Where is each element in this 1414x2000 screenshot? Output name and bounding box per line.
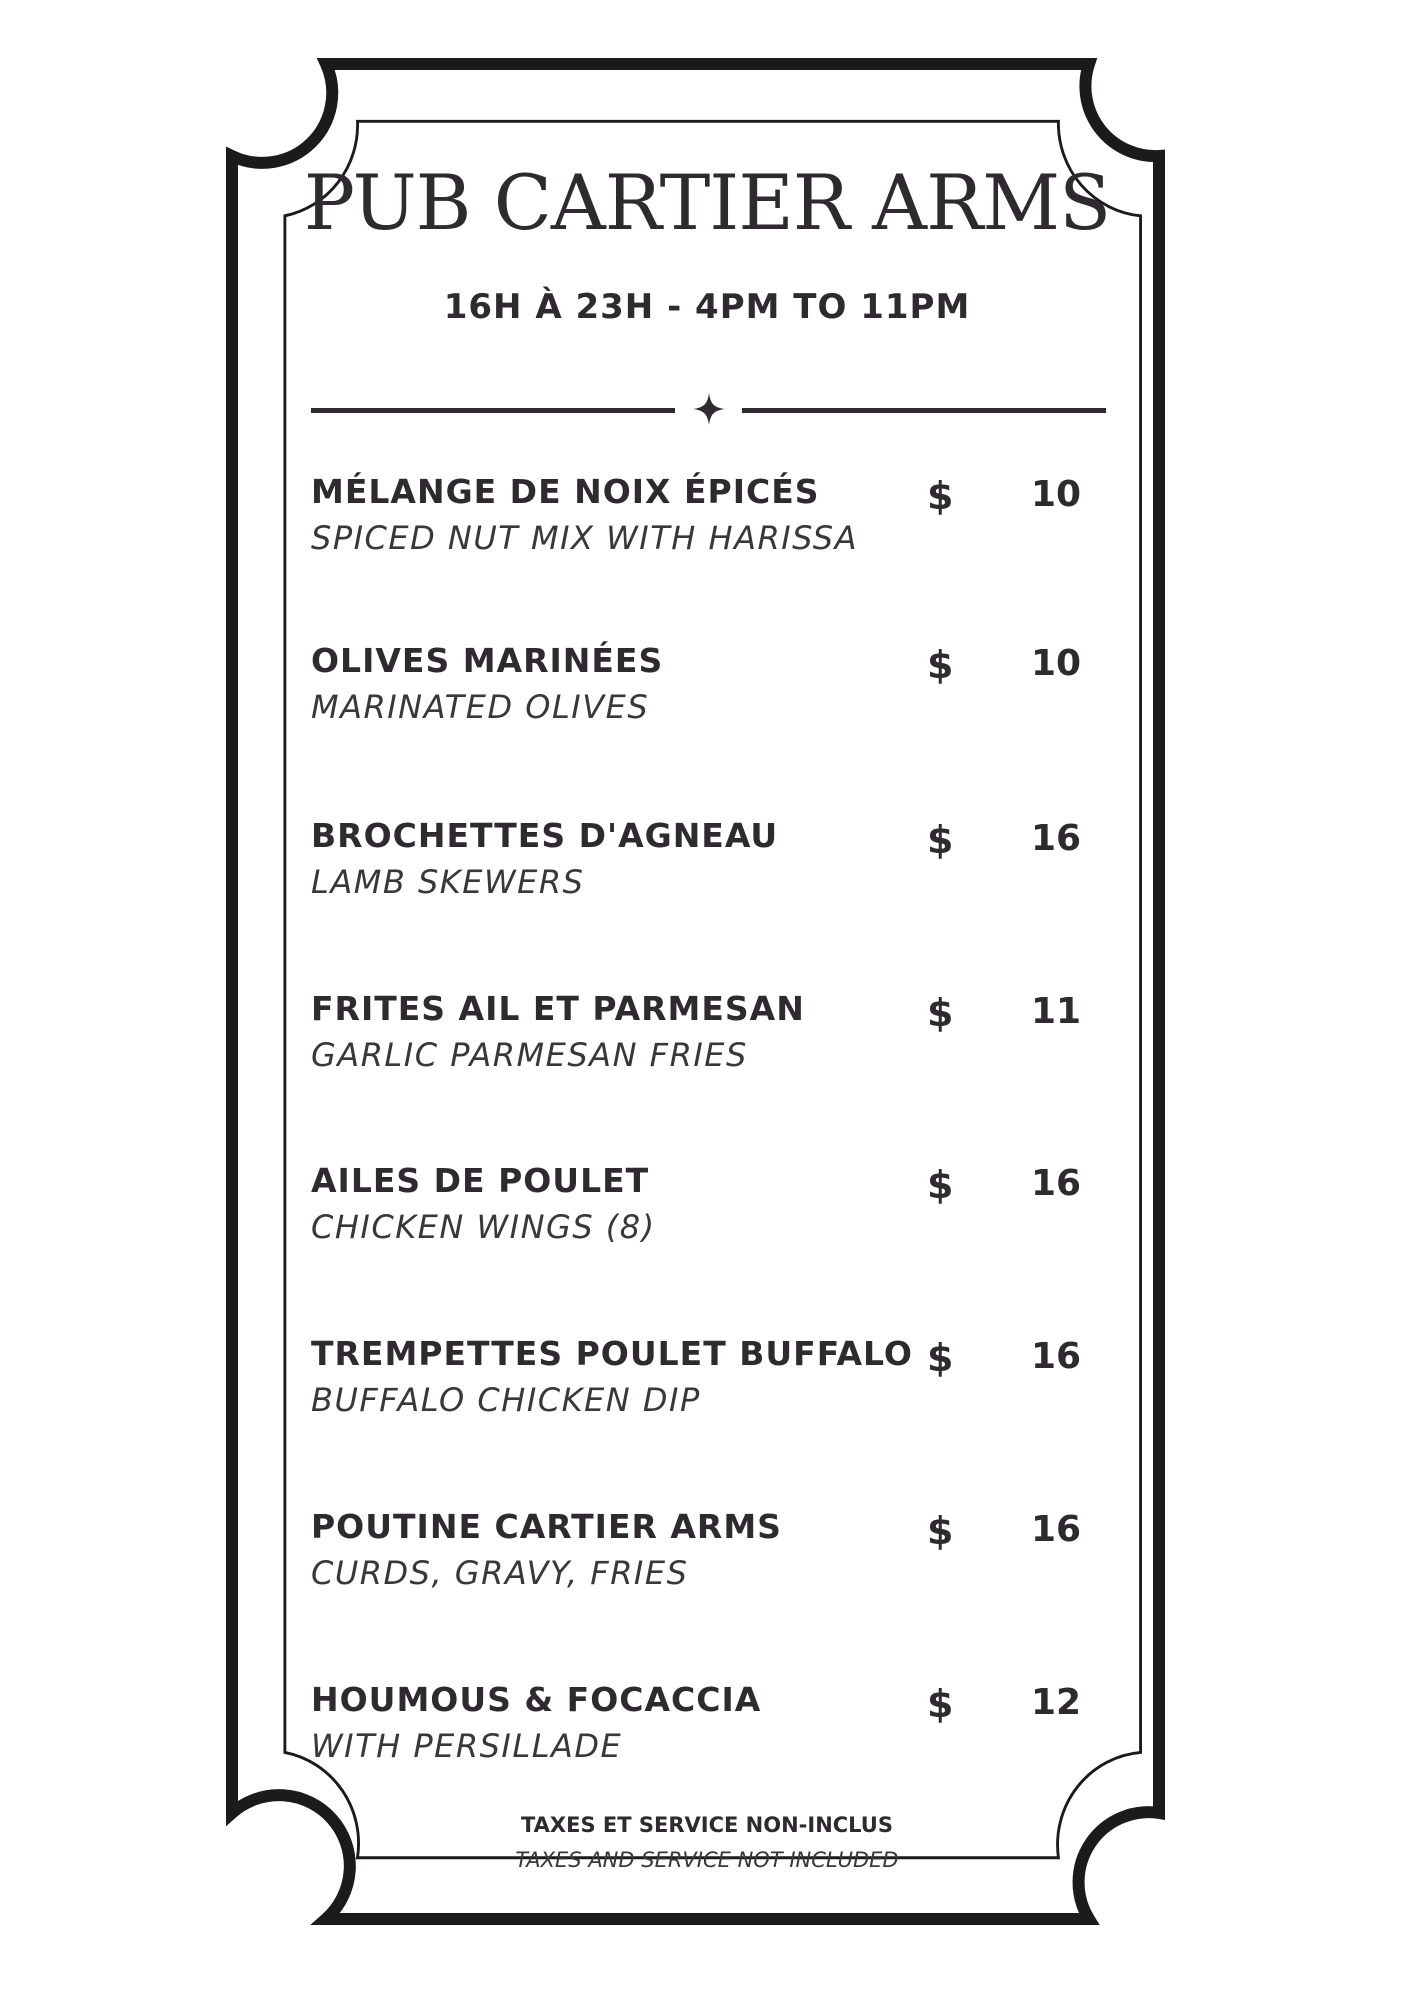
dollar-sign: $ [927, 991, 954, 1035]
dollar-sign: $ [927, 818, 954, 862]
opening-hours: 16H À 23H - 4PM TO 11PM [443, 287, 971, 327]
item-name-en: WITH PERSILLADE [311, 1727, 623, 1765]
item-price: 16 [1030, 1509, 1082, 1550]
item-name-en: LAMB SKEWERS [311, 863, 585, 901]
item-name-en: CHICKEN WINGS (8) [311, 1208, 656, 1246]
menu-item [311, 1334, 1111, 1434]
item-name-fr: AILES DE POULET [311, 1161, 650, 1200]
item-name-fr: POUTINE CARTIER ARMS [311, 1507, 782, 1546]
divider-line-left [311, 408, 675, 413]
menu-item [311, 816, 1111, 916]
divider-line-right [742, 408, 1106, 413]
item-price: 12 [1030, 1682, 1082, 1723]
item-name-en: BUFFALO CHICKEN DIP [311, 1381, 701, 1419]
item-price: 16 [1030, 818, 1082, 859]
dollar-sign: $ [927, 474, 954, 518]
menu-item [311, 1507, 1111, 1607]
item-name-fr: FRITES AIL ET PARMESAN [311, 989, 805, 1028]
item-price: 16 [1030, 1336, 1082, 1377]
item-name-en: MARINATED OLIVES [311, 688, 650, 726]
item-price: 11 [1030, 991, 1082, 1032]
dollar-sign: $ [927, 1163, 954, 1207]
item-name-fr: HOUMOUS & FOCACCIA [311, 1680, 762, 1719]
item-name-en: CURDS, GRAVY, FRIES [311, 1554, 689, 1592]
item-price: 16 [1030, 1163, 1082, 1204]
menu-item [311, 1161, 1111, 1261]
item-name-en: GARLIC PARMESAN FRIES [311, 1036, 748, 1074]
footer-note-fr: TAXES ET SERVICE NON-INCLUS [520, 1813, 893, 1837]
menu-item [311, 472, 1111, 572]
item-name-en: SPICED NUT MIX WITH HARISSA [311, 519, 858, 557]
item-price: 10 [1030, 643, 1082, 684]
footer-note-en: TAXES AND SERVICE NOT INCLUDED [515, 1848, 899, 1872]
menu-item [311, 641, 1111, 741]
item-name-fr: MÉLANGE DE NOIX ÉPICÉS [311, 472, 820, 511]
item-price: 10 [1030, 474, 1082, 515]
item-name-fr: OLIVES MARINÉES [311, 641, 664, 680]
dollar-sign: $ [927, 1682, 954, 1726]
page-title: PUB CARTIER ARMS [303, 158, 1111, 247]
dollar-sign: $ [927, 1509, 954, 1553]
dollar-sign: $ [927, 643, 954, 687]
item-name-fr: BROCHETTES D'AGNEAU [311, 816, 779, 855]
menu-item [311, 1680, 1111, 1780]
four-point-star-icon [691, 391, 727, 427]
item-name-fr: TREMPETTES POULET BUFFALO [311, 1334, 913, 1373]
dollar-sign: $ [927, 1336, 954, 1380]
menu-item [311, 989, 1111, 1089]
